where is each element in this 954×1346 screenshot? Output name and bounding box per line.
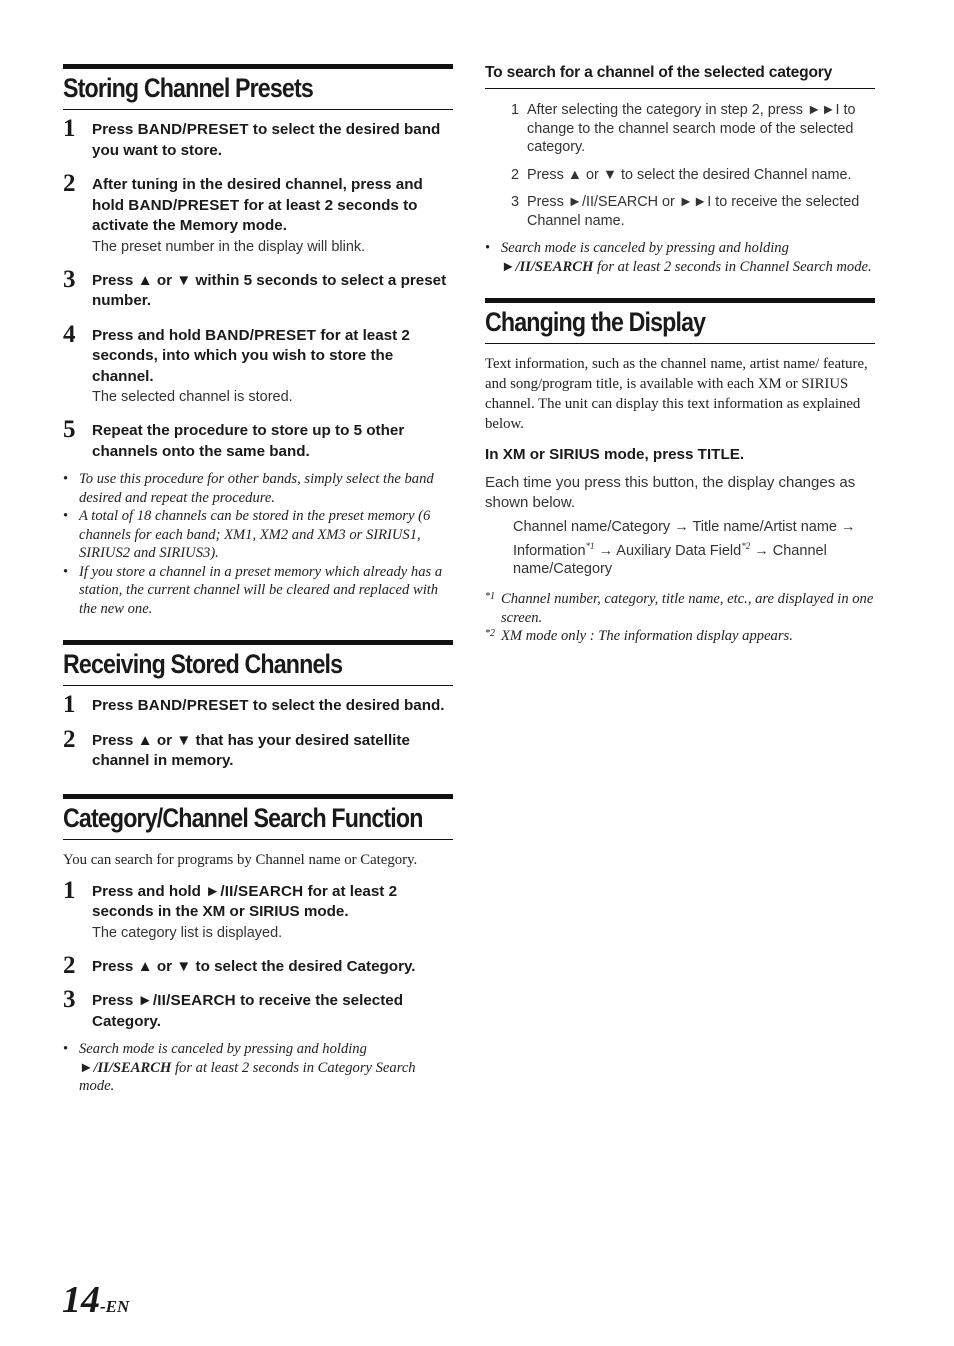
category-intro: You can search for programs by Channel name or Category. [63, 851, 418, 868]
button-name: BAND/PRESET [137, 121, 249, 138]
channel-search-step-2: 2 Press ▲ or ▼ to select the desired Channel name. [511, 166, 852, 183]
heading-changing-the-display: Changing the Display [485, 307, 706, 337]
step-instruction: Repeat the procedure to store up to 5 other channels onto the same band. [92, 422, 405, 460]
step-number: 1 [63, 876, 76, 904]
step-instruction: Press ▲ or ▼ to select the desired Category. [92, 957, 416, 975]
storing-step-5 [63, 416, 453, 462]
category-step-2 [63, 951, 453, 979]
section-title-category [63, 794, 453, 840]
step-number: 1 [63, 115, 76, 142]
category-notes [63, 1040, 453, 1096]
left-column [63, 64, 453, 1096]
step-result-note: The category list is displayed. [92, 924, 283, 941]
footnote-1: *1 Channel number, category, title name, etc., are displayed in one screen. [485, 591, 874, 626]
section-title-receiving [63, 640, 453, 686]
receiving-step-2 [63, 725, 453, 772]
page-number: 14-EN [62, 1279, 130, 1321]
step-result-note: The selected channel is stored. [92, 389, 293, 405]
step-instruction: Press ►/II/SEARCH to receive the selected Category. [92, 992, 404, 1030]
storing-step-1 [63, 115, 453, 161]
note-item: • A total of 18 channels can be stored in the preset memory (6 channels for each band; XM1, XM2 and XM3 or SIRIUS1, SIRIUS2 and SIRIUS3). [63, 507, 453, 563]
storing-step-2 [63, 170, 453, 257]
storing-step-3 [63, 265, 453, 312]
step-number: 5 [63, 416, 76, 443]
step-instruction: Press ▲ or ▼ within 5 seconds to select a preset number. [92, 271, 447, 309]
receiving-step-1 [63, 691, 453, 718]
step-instruction: Press BAND/PRESET to select the desired band. [92, 697, 445, 714]
button-name: ►/II/SEARCH [205, 882, 304, 900]
heading-storing-channel-presets: Storing Channel Presets [63, 73, 313, 103]
channel-search-step-3: 3 Press ►/II/SEARCH or ►►I to receive the selected Channel name. [511, 194, 860, 229]
step-number: 4 [63, 320, 76, 348]
step-number: 3 [63, 265, 76, 293]
category-step-1 [63, 876, 453, 943]
step-number: 1 [63, 691, 76, 718]
channel-search-step-1: 1 After selecting the category in step 2, press ►►I to change to the channel search mode of the selected category. [511, 102, 856, 155]
category-step-3 [63, 986, 453, 1032]
storing-step-4 [63, 320, 453, 408]
note-item: • Search mode is canceled by pressing and holding ►/II/SEARCH for at least 2 seconds in Category Search mode. [63, 1040, 453, 1096]
section-title-display [485, 298, 875, 344]
display-intro: Text information, such as the channel name, artist name/ feature, and song/program title, is available with each XM or SIRIUS channel. The unit can display this text information as explained below. [485, 356, 868, 432]
storing-notes [63, 470, 453, 618]
note-item: • If you store a channel in a preset memory which already has a station, the current channel will be cleared and replaced with the new one. [63, 563, 453, 619]
step-result-note: The preset number in the display will blink. [92, 238, 366, 255]
step-instruction: Press and hold ►/II/SEARCH for at least 2 seconds in the XM or SIRIUS mode. [92, 882, 398, 920]
button-name: BAND/PRESET [128, 196, 240, 214]
button-name: BAND/PRESET [205, 326, 317, 344]
note-item: • Search mode is canceled by pressing and holding ►/II/SEARCH for at least 2 seconds in Channel Search mode. [485, 239, 875, 276]
heading-category-channel-search: Category/Channel Search Function [63, 802, 423, 833]
channel-search-notes [485, 239, 875, 276]
step-instruction: Press ▲ or ▼ that has your desired satellite channel in memory. [92, 731, 410, 769]
button-name: ►/II/SEARCH [137, 992, 236, 1009]
section-title-storing [63, 64, 453, 110]
step-instruction: Press and hold BAND/PRESET for at least 2 seconds, into which you wish to store the channel. [92, 326, 410, 385]
step-instruction: After tuning in the desired channel, press and hold BAND/PRESET for at least 2 seconds to activate the Memory mode. [92, 176, 423, 234]
step-number: 2 [63, 951, 76, 979]
step-number: 2 [63, 725, 76, 753]
footnote-2: *2 XM mode only : The information display appears. [485, 628, 793, 645]
display-cycle-flow: Channel name/Category → Title name/Artist name → Information$^{*1}$ → Auxiliary Data Field$^{*2}$ → Channel name/Category [513, 519, 856, 577]
note-item: • To use this procedure for other bands, simply select the band desired and repeat the procedure. [63, 470, 453, 507]
step-instruction: Press BAND/PRESET to select the desired band you want to store. [92, 121, 441, 159]
heading-receiving-stored-channels: Receiving Stored Channels [63, 649, 343, 679]
right-column [485, 64, 875, 646]
step-number: 2 [63, 170, 76, 197]
display-body: Each time you press this button, the display changes as shown below. [485, 474, 856, 511]
channel-search-steps [485, 101, 875, 230]
step-number: 3 [63, 986, 76, 1013]
display-instruction: In XM or SIRIUS mode, press TITLE. [485, 446, 745, 463]
channel-search-heading: To search for a channel of the selected category [485, 64, 875, 89]
button-name: BAND/PRESET [137, 697, 249, 714]
